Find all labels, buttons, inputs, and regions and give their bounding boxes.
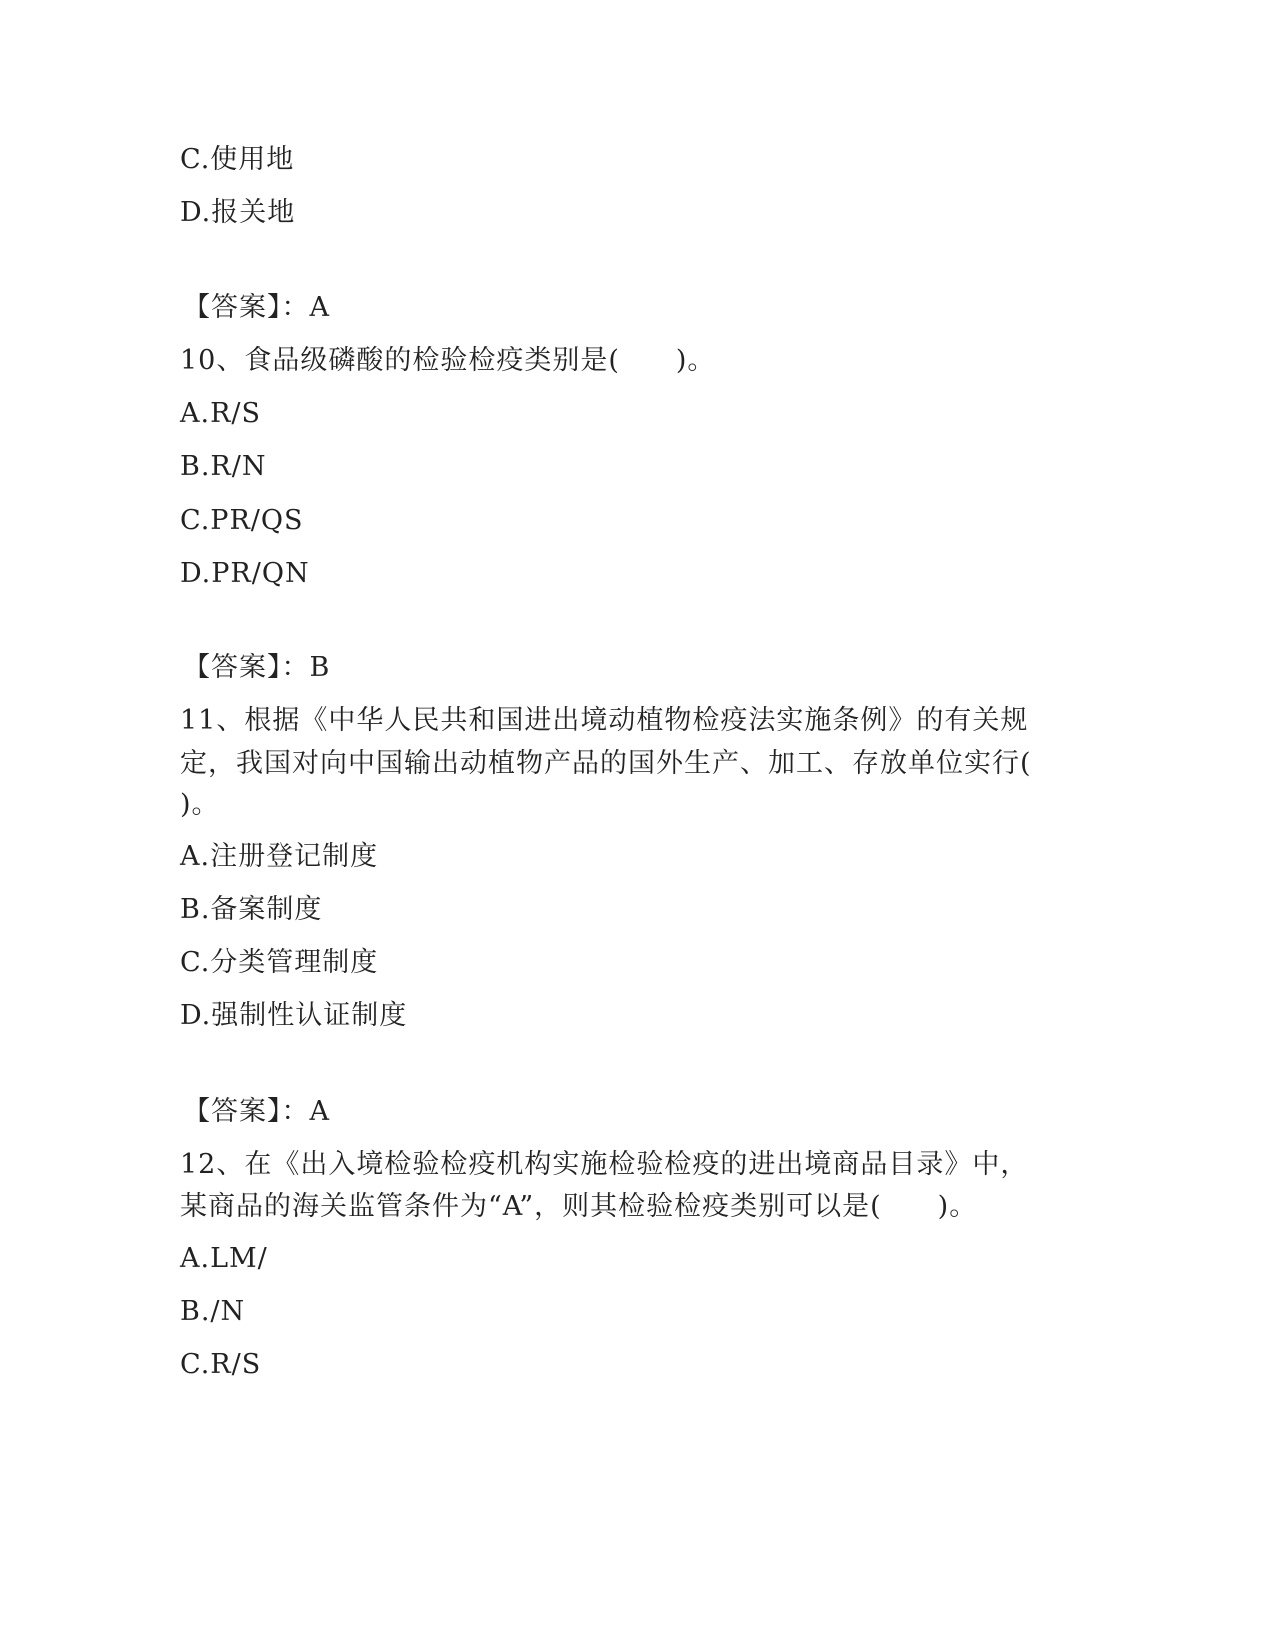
q11-option-c: C.分类管理制度 (180, 947, 379, 978)
q10-option-b: B.R/N (180, 451, 267, 482)
q12-option-b: B./N (180, 1296, 246, 1327)
answer-prev: 【答案】：A (183, 292, 330, 323)
q11-option-a: A.注册登记制度 (180, 841, 379, 872)
q12-option-c: C.R/S (180, 1349, 262, 1380)
q10-answer: 【答案】：B (183, 652, 331, 683)
question-12-stem-line-2: 某商品的海关监管条件为“A”，则其检验检疫类别可以是( )。 (180, 1191, 978, 1222)
question-12-stem-line-1: 12、在《出入境检验检疫机构实施检验检疫的进出境商品目录》中， (180, 1149, 1029, 1180)
question-10-stem: 10、食品级磷酸的检验检疫类别是( )。 (180, 345, 716, 376)
q10-option-c: C.PR/QS (180, 505, 304, 536)
question-11-stem-line-3: )。 (180, 789, 220, 820)
q12-option-a: A.LM/ (180, 1243, 268, 1274)
q10-option-d: D.PR/QN (180, 558, 310, 589)
question-11-stem-line-2: 定，我国对向中国输出动植物产品的国外生产、加工、存放单位实行( (180, 748, 1032, 779)
q11-option-d: D.强制性认证制度 (180, 1000, 408, 1031)
q11-option-b: B.备案制度 (180, 894, 323, 925)
q11-answer: 【答案】：A (183, 1096, 330, 1127)
option-c-prev: C.使用地 (180, 144, 295, 175)
q10-option-a: A.R/S (180, 398, 262, 429)
question-11-stem-line-1: 11、根据《中华人民共和国进出境动植物检疫法实施条例》的有关规 (180, 705, 1029, 736)
option-d-prev: D.报关地 (180, 197, 296, 228)
